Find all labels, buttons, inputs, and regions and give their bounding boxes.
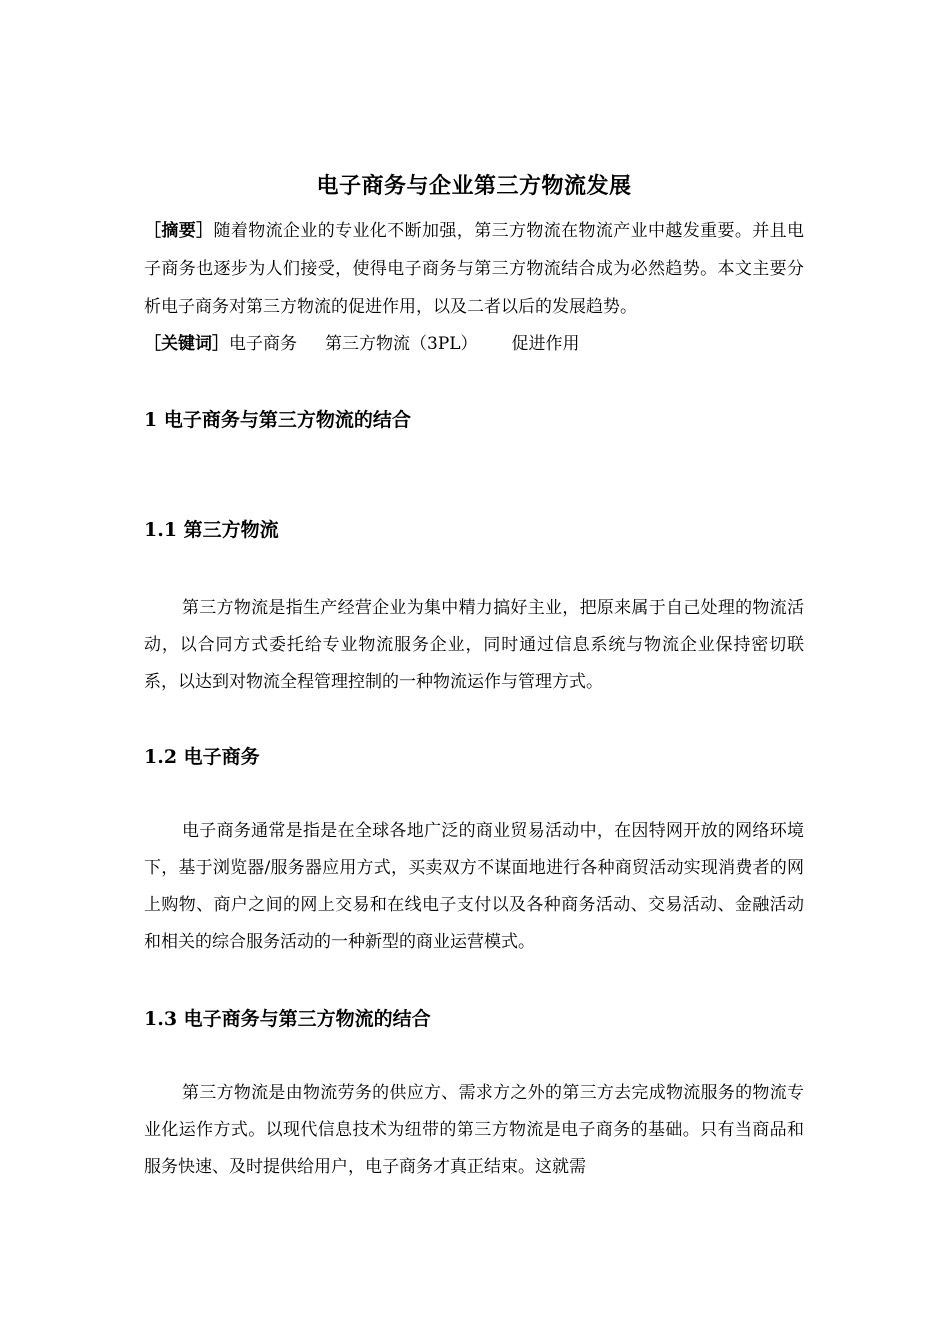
abstract-label: ［摘要］ bbox=[144, 221, 214, 241]
document-content bbox=[144, 166, 804, 1186]
abstract bbox=[144, 212, 804, 326]
section-heading-1-1: 1.1 第三方物流 bbox=[144, 519, 279, 541]
keyword-item: 第三方物流（3PL） bbox=[325, 334, 478, 354]
section-heading-1-3: 1.3 电子商务与第三方物流的结合 bbox=[144, 1008, 431, 1030]
keywords-label: ［关键词］ bbox=[144, 334, 229, 354]
section-heading-1-2: 1.2 电子商务 bbox=[144, 746, 260, 768]
section-1-2-paragraph: 电子商务通常是指是在全球各地广泛的商业贸易活动中，在因特网开放的网络环境下，基于浏览器/服务器应用方式，买卖双方不谋面地进行各种商贸活动实现消费者的网上购物、商户之间的网上交易和在线电子支付以及各种商务活动、交易活动、金融活动和相关的综合服务活动的一种新型的商业运营模式。 bbox=[144, 821, 804, 952]
abstract-text: 随着物流企业的专业化不断加强，第三方物流在物流产业中越发重要。并且电子商务也逐步为人们接受，使得电子商务与第三方物流结合成为必然趋势。本文主要分析电子商务对第三方物流的促进作用，以及二者以后的发展趋势。 bbox=[144, 221, 805, 317]
document-title: 电子商务与企业第三方物流发展 bbox=[316, 173, 632, 199]
keyword-item: 促进作用 bbox=[511, 334, 580, 354]
section-1-3-paragraph: 第三方物流是由物流劳务的供应方、需求方之外的第三方去完成物流服务的物流专业化运作方式。以现代信息技术为纽带的第三方物流是电子商务的基础。只有当商品和服务快速、及时提供给用户，电子商务才真正结束。这就需 bbox=[144, 1083, 804, 1177]
section-1-1-paragraph: 第三方物流是指生产经营企业为集中精力搞好主业，把原来属于自己处理的物流活动，以合同方式委托给专业物流服务企业，同时通过信息系统与物流企业保持密切联系，以达到对物流全程管理控制的一种物流运作与管理方式。 bbox=[144, 598, 804, 692]
keyword-item: 电子商务 bbox=[229, 334, 297, 354]
keywords bbox=[144, 326, 804, 362]
section-heading-1: 1 电子商务与第三方物流的结合 bbox=[144, 409, 411, 431]
